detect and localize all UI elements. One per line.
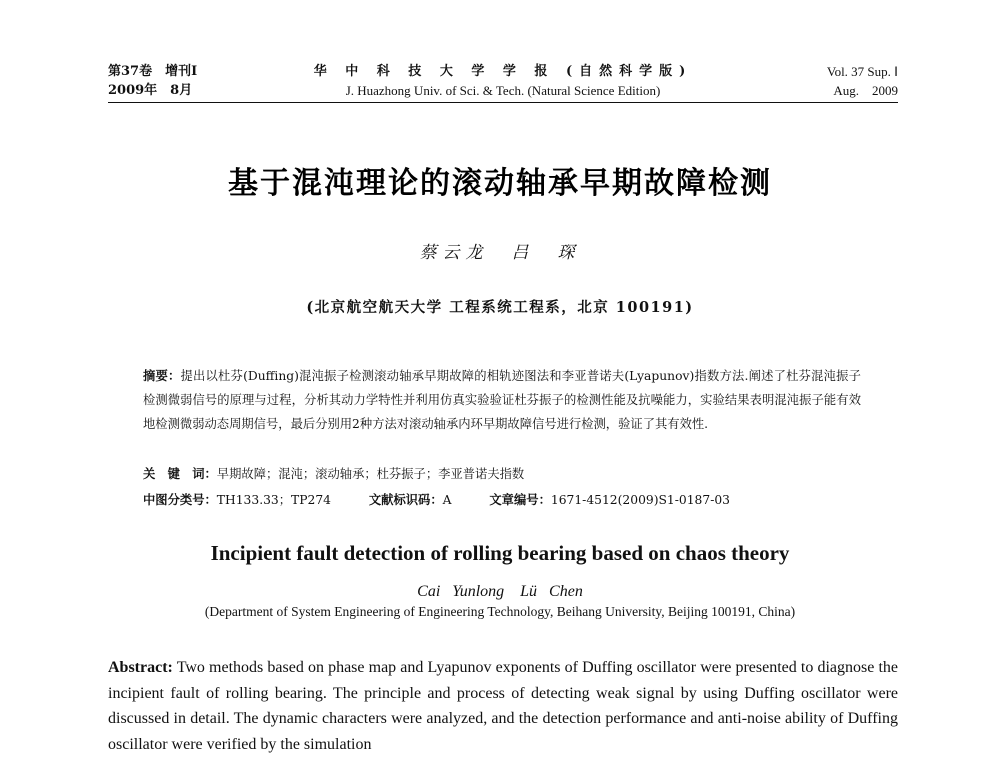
affiliation-en: (Department of System Engineering of Engineering Technology, Beihang University, Beijing 100191, China) [204,604,796,619]
affiliation-cn: (北京航空航天大学 工程系统工程系，北京 100191) [306,299,694,316]
article-number-value: 1671-4512(2009)S1-0187-03 [550,493,731,507]
keywords-cn-label: 关 键 词： [143,466,217,481]
header-volume-en: Vol. 37 Sup. Ⅰ [826,64,898,79]
abstract-cn-label: 摘要： [143,368,181,383]
paper-title-en: Incipient fault detection of rolling bearing based on chaos theory [210,541,790,565]
authors-cn: 蔡云龙 吕 琛 [419,243,581,263]
header-date-cn: 2009年 8月 [108,83,193,98]
doc-code-value: A [442,493,452,507]
journal-name-cn: 华 中 科 技 大 学 学 报 (自然科学版) [313,64,693,79]
article-number-label: 文章编号： [489,492,551,507]
keywords-cn-text: 早期故障；混沌；滚动轴承；杜芬振子；李亚普诺夫指数 [216,467,525,481]
abstract-en-text: Two methods based on phase map and Lyapunov exponents of Duffing oscillator were presented to diagnose the incipient fault of rolling bearing. The principle and process of detecting weak signal by using Duffing oscillator were discussed in detail. The dynamic characters were analyzed, and the detection performance and anti-noise ability of Duffing oscillator were verified by the simulation [108,659,899,753]
running-header [108,62,898,103]
header-volume-cn: 第37卷 增刊Ⅰ [108,64,198,79]
abstract-en [108,655,898,757]
clc-label: 中图分类号： [143,492,217,507]
journal-name-en: J. Huazhong Univ. of Sci. & Tech. (Natural Science Edition) [345,83,661,98]
abstract-en-label: Abstract: [108,659,173,676]
clc-value: TH133.33；TP274 [216,493,331,507]
header-left [108,62,197,100]
authors-en: Cai Yunlong Lü Chen [417,583,583,600]
abstract-cn [143,364,861,436]
header-right [827,62,898,100]
doc-code-label: 文献标识码： [368,492,443,507]
header-date-en: Aug. 2009 [833,83,898,98]
classification-row [143,489,861,511]
keywords-cn [143,463,861,485]
paper-title-cn: 基于混沌理论的滚动轴承早期故障检测 [228,166,772,201]
header-center [258,62,748,100]
abstract-cn-text: 提出以杜芬(Duffing)混沌振子检测滚动轴承早期故障的相轨迹图法和李亚普诺夫(Lyapunov)指数方法.阐述了杜芬混沌振子检测微弱信号的原理与过程，分析其动力学特性并利用仿真实验验证杜芬振子的检测性能及抗噪能力，实验结果表明混沌振子能有效地检测微弱动态周期信号，最后分别用2种方法对滚动轴承内环早期故障信号进行检测，验证了其有效性. [143,369,861,431]
